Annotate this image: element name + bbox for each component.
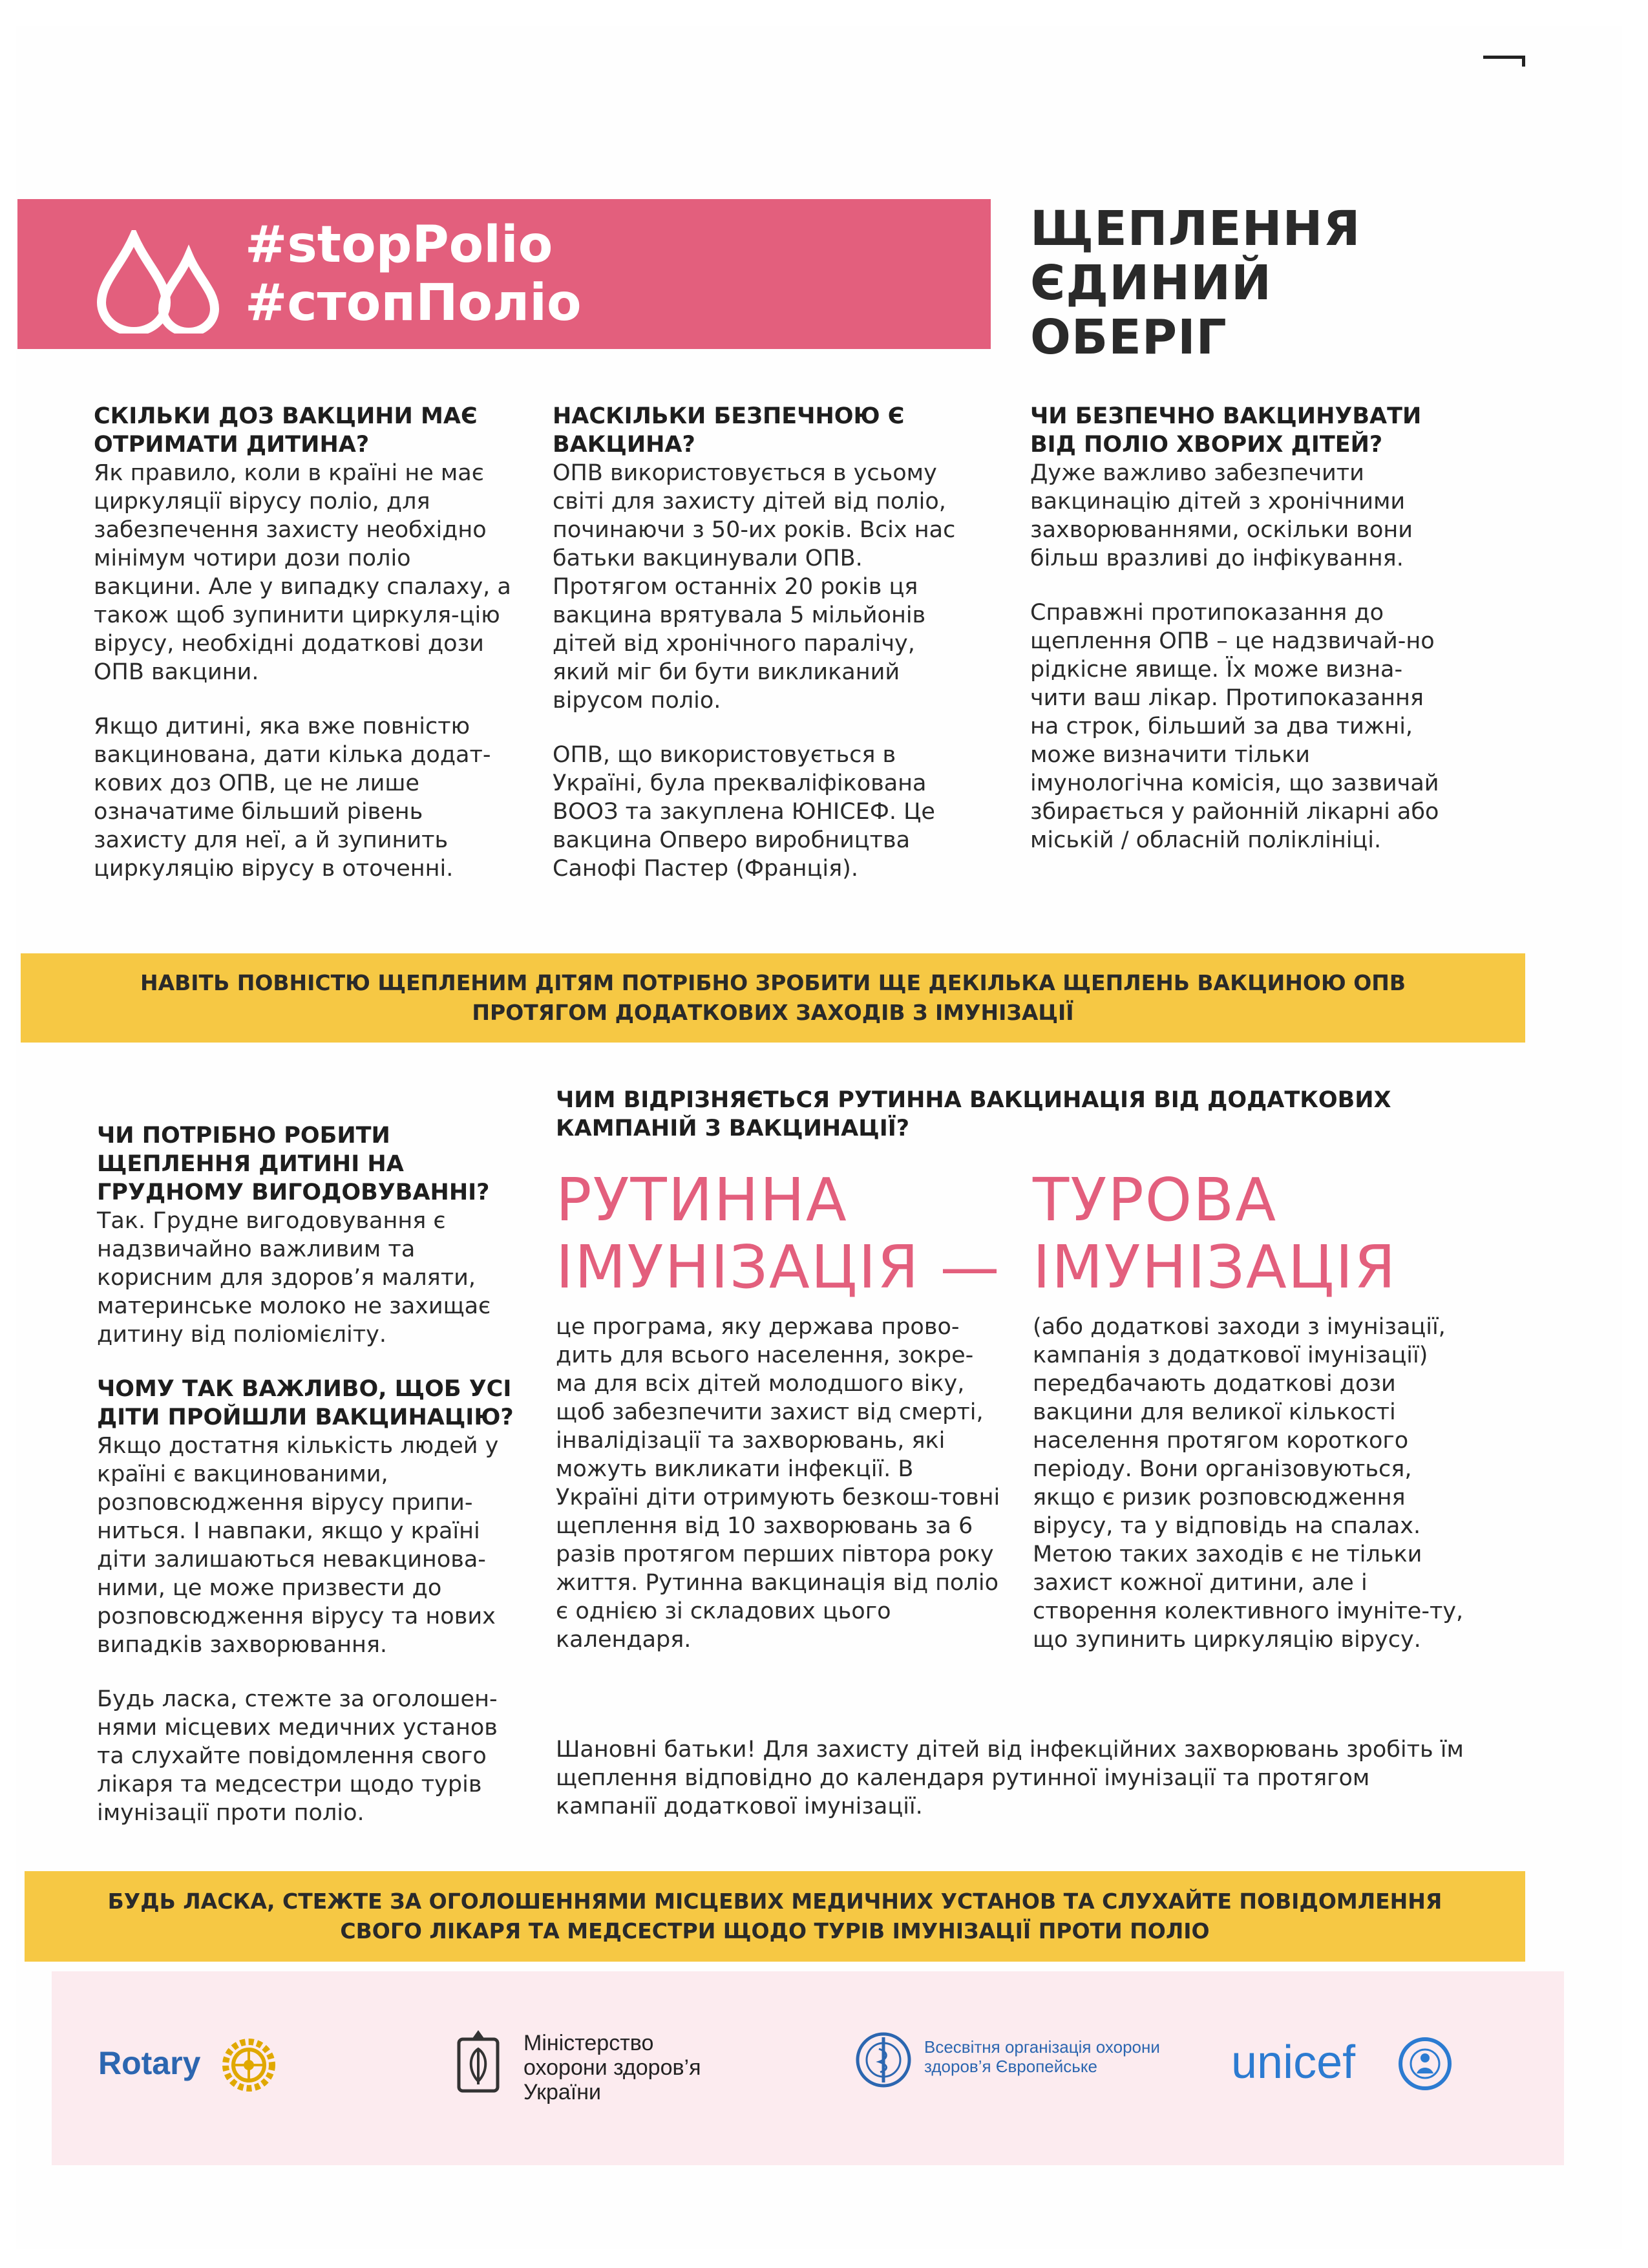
- routine-big-1: РУТИННА: [556, 1165, 848, 1235]
- unicef-logo-text: unicef: [1231, 2037, 1356, 2088]
- q-doses-text-1: Як правило, коли в країні не має циркуляції вірусу поліо, для забезпечення захисту необхідно мінімум чотири дози поліо вакцини. Але у випадку спалаху, а також щоб зупинити циркуля-цію вірусу, необхідні додаткові дози ОПВ вакцини.: [94, 460, 511, 685]
- rotary-logo-text: Rotary: [98, 2045, 201, 2081]
- q-follow-announcements-text: Будь ласка, стежте за оголошен-нями місцевих медичних установ та слухайте повідомлення свого лікаря та медсестри щодо турів імунізації проти поліо.: [97, 1686, 498, 1826]
- q-safety-text-1: ОПВ використовується в усьому світі для захисту дітей від поліо, починаючи з 50-их років. Всіх нас батьки вакцинували ОПВ. Протягом останніх 20 років ця вакцина врятувала 5 мільйонів дітей від хронічного паралічу, який міг би бути викликаний вірусом поліо.: [553, 460, 956, 714]
- column-safety: [553, 402, 973, 883]
- crop-mark: [1483, 56, 1525, 67]
- q-breastfeeding-text: Так. Грудне вигодовування є надзвичайно важливим та корисним для здоров’я маляти, материнське молоко не захищає дитину від поліомієліту.: [97, 1208, 491, 1348]
- q-doses-text-2: Якщо дитині, яка вже повністю вакцинована, дати кілька додат-кових доз ОПВ, це не лише означатиме більший рівень захисту для неї, а й зупинить циркуляцію вірусу в оточенні.: [94, 714, 491, 882]
- parents-note-block: [556, 1735, 1474, 1821]
- difference-heading-block: [556, 1086, 1499, 1143]
- parents-note: Шановні батьки! Для захисту дітей від інфекційних захворювань зробіть їм щеплення відповідно до календаря рутинної імунізації та протягом кампанії додаткової імунізації.: [556, 1737, 1464, 1819]
- hashtag-ua: #стопПоліо: [245, 274, 582, 332]
- page-title: [1030, 202, 1360, 365]
- tour-text: (або додаткові заходи з імунізації, кампанія з додаткової імунізації) передбачають додаткові дози вакцини для великої кількості населення протягом короткого періоду. Вони організовуються, якщо є ризик розповсюдження вірусу, та у відповідь на спалах. Метою таких заходів є не тільки захист кожної дитини, але і створення колективного імуніте-ту, що зупинить циркуляцію вірусу.: [1033, 1314, 1464, 1653]
- q-breastfeeding-heading: ЧИ ПОТРІБНО РОБИТИ ЩЕПЛЕННЯ ДИТИНІ НА ГРУДНОМУ ВИГОДОВУВАННІ?: [97, 1123, 490, 1205]
- routine-big-2: ІМУНІЗАЦІЯ —: [556, 1233, 1001, 1302]
- q-why-all-heading: ЧОМУ ТАК ВАЖЛИВО, ЩОБ УСІ ДІТИ ПРОЙШЛИ ВАКЦИНАЦІЮ?: [97, 1376, 514, 1430]
- highlight-bar-1: [21, 953, 1525, 1043]
- tour-big-2: ІМУНІЗАЦІЯ: [1033, 1233, 1397, 1302]
- column-breastfeeding: [97, 1121, 523, 1827]
- who-emblem-icon: [853, 2030, 914, 2091]
- highlight-bar-2-text: БУДЬ ЛАСКА, СТЕЖТЕ ЗА ОГОЛОШЕННЯМИ МІСЦЕВИХ МЕДИЧНИХ УСТАНОВ ТА СЛУХАЙТЕ ПОВІДОМЛЕННЯ СВОГО ЛІКАРЯ ТА МЕДСЕСТРИ ЩОДО ТУРІВ ІМУНІЗАЦІЇ ПРОТИ ПОЛІО: [107, 1889, 1442, 1944]
- q-doses-heading: СКІЛЬКИ ДОЗ ВАКЦИНИ МАЄ ОТРИМАТИ ДИТИНА?: [94, 403, 478, 458]
- q-sick-heading: ЧИ БЕЗПЕЧНО ВАКЦИНУВАТИ ВІД ПОЛІО ХВОРИХ ДІТЕЙ?: [1030, 403, 1422, 458]
- difference-heading: ЧИМ ВІДРІЗНЯЄТЬСЯ РУТИННА ВАКЦИНАЦІЯ ВІД ДОДАТКОВИХ КАМПАНІЙ З ВАКЦИНАЦІЇ?: [556, 1087, 1391, 1141]
- rotary-wheel-icon: [220, 2036, 278, 2094]
- q-sick-text-2: Справжні протипоказання до щеплення ОПВ – це надзвичай-но рідкісне явище. Їх може визна-чити ваш лікар. Протипоказання на строк, більший за два тижні, може визначити тільки імунологічна комісія, що зазвичай збирається у районній лікарні або міській / обласній поліклініці.: [1030, 600, 1439, 853]
- moh-logo-text: Міністерство охорони здоров’я України: [523, 2031, 701, 2104]
- routine-immunization-block: [556, 1167, 1008, 1654]
- column-sick-children: [1030, 402, 1450, 854]
- drops-logo-icon: [95, 230, 224, 334]
- column-doses: [94, 402, 520, 883]
- moh-emblem-icon: [452, 2026, 504, 2097]
- tour-immunization-block: [1033, 1167, 1472, 1654]
- q-safety-heading: НАСКІЛЬКИ БЕЗПЕЧНОЮ Є ВАКЦИНА?: [553, 403, 905, 458]
- stoppolio-banner: [17, 199, 991, 349]
- title-line-2: ЄДИНИЙ: [1030, 255, 1272, 311]
- title-line-3: ОБЕРІГ: [1030, 310, 1227, 365]
- highlight-bar-2: [25, 1871, 1525, 1962]
- q-why-all-text: Якщо достатня кількість людей у країні є вакцинованими, розповсюдження вірусу припи-ниться. І навпаки, якщо у країні діти залишаються невакцинова-ними, це може призвести до розповсюдження вірусу та нових випадків захворювання.: [97, 1433, 499, 1658]
- q-sick-text-1: Дуже важливо забезпечити вакцинацію дітей з хронічними захворюваннями, оскільки вони більш вразливі до інфікування.: [1030, 460, 1413, 571]
- tour-big-1: ТУРОВА: [1033, 1165, 1278, 1235]
- unicef-emblem-icon: [1396, 2035, 1454, 2093]
- title-line-1: ЩЕПЛЕННЯ: [1030, 201, 1361, 257]
- routine-text: це програма, яку держава прово-дить для всього населення, зокре-ма для всіх дітей молодшого віку, щоб забезпечити захист від смерті, інвалідізації та захворювань, які можуть викликати інфекції. В Україні діти отримують безкош-товні щеплення від 10 захворювань за 6 разів протягом перших півтора року життя. Рутинна вакцинація від поліо є однією зі складових цього календаря.: [556, 1314, 1000, 1653]
- who-logo-text: Всесвітня організація охорони здоров’я Європейське: [924, 2037, 1160, 2076]
- q-safety-text-2: ОПВ, що використовується в Україні, була прекваліфікована ВООЗ та закуплена ЮНІСЕФ. Це вакцина Опверо виробництва Санофі Пастер (Франція).: [553, 742, 935, 882]
- highlight-bar-1-text: НАВІТЬ ПОВНІСТЮ ЩЕПЛЕНИМ ДІТЯМ ПОТРІБНО ЗРОБИТИ ЩЕ ДЕКІЛЬКА ЩЕПЛЕНЬ ВАКЦИНОЮ ОПВ ПРОТЯГОМ ДОДАТКОВИХ ЗАХОДІВ З ІМУНІЗАЦІЇ: [140, 970, 1406, 1025]
- hashtag-en: #stopPolio: [245, 216, 553, 274]
